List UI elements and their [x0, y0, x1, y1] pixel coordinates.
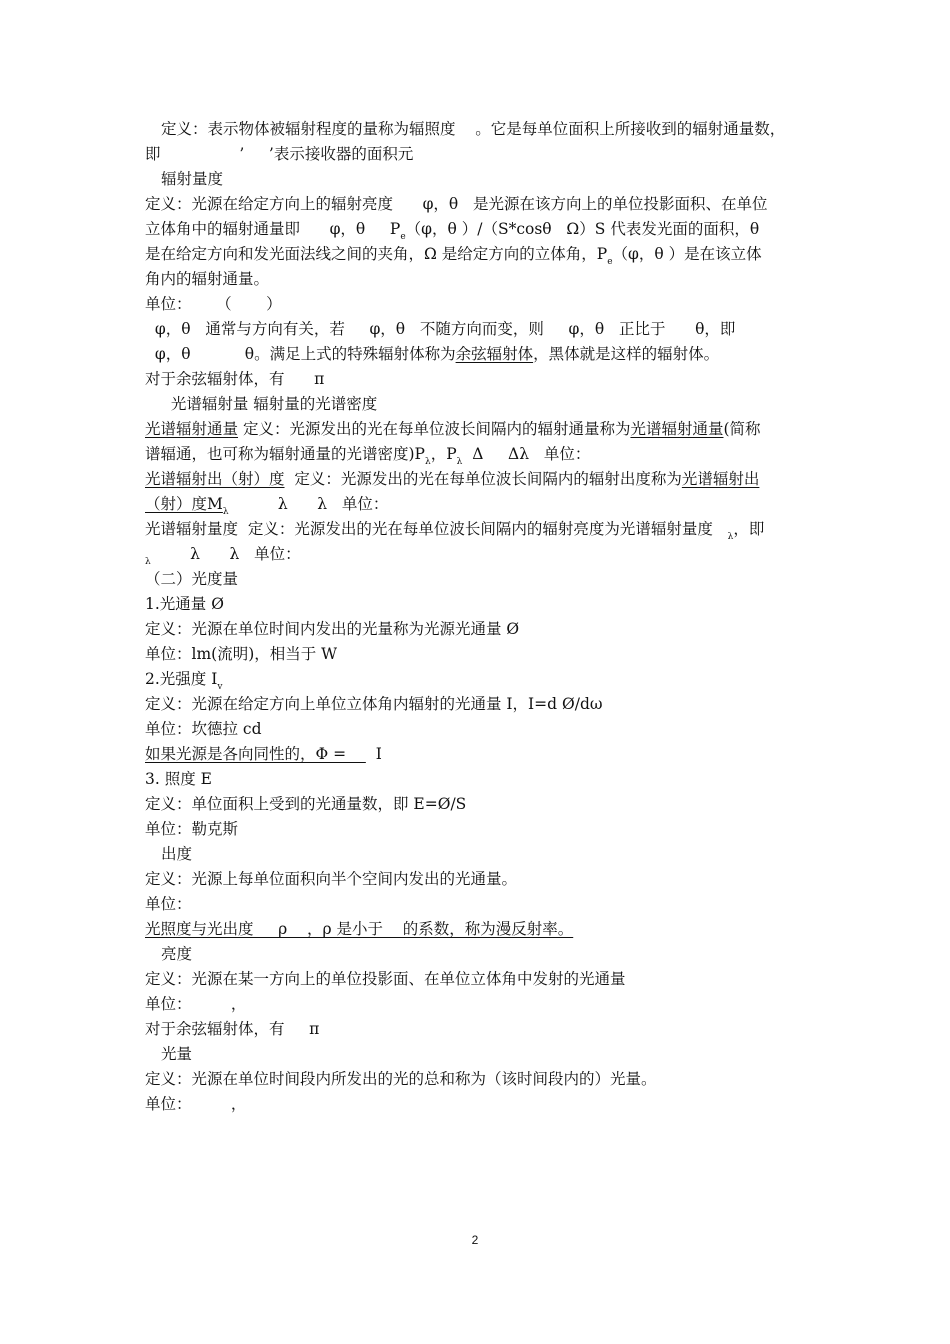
underlined-term: 余弦辐射体 [455, 345, 534, 363]
text-line [145, 194, 810, 214]
text-span: 角内的辐射通量。 [145, 270, 270, 288]
text-span: 定义：光源在单位时间段内所发出的光的总和称为（该时间段内的）光量。 [145, 1070, 657, 1088]
subsection-heading [145, 769, 810, 789]
text-line [145, 269, 810, 289]
text-span: 对于余弦辐射体，有 π [145, 370, 325, 388]
text-span: 单位： （ ） [145, 295, 282, 313]
text-line [145, 819, 810, 839]
text-span: 定义：光源上每单位面积向半个空间内发出的光通量。 [145, 870, 518, 888]
section-heading [161, 394, 826, 414]
text-span: 亮度 [161, 945, 193, 963]
underlined-term: 光谱辐射通量 [630, 420, 724, 438]
subscript: e [400, 232, 406, 239]
text-span: φ，θ 通常与方向有关，若 φ，θ 不随方向而变，则 φ，θ 正比于 θ，即 [145, 320, 736, 338]
text-span: Δ Δλ 单位： [462, 445, 591, 463]
text-span: 立体角中的辐射通量即 φ，θ P [145, 220, 401, 238]
text-span: 定义：表示物体被辐射程度的量称为辐照度 。它是每单位面积上所接收到的辐射通量数， [161, 120, 786, 138]
text-line [145, 469, 810, 489]
text-line [145, 1019, 810, 1039]
underlined-term: 光谱辐射出（射）度 [145, 470, 285, 488]
text-line [145, 219, 810, 239]
text-line [145, 1069, 810, 1089]
text-span: 出度 [161, 845, 193, 863]
text-span: 定义：光源在某一方向上的单位投影面、在单位立体角中发射的光通量 [145, 970, 626, 988]
text-span: 对于余弦辐射体，有 π [145, 1020, 320, 1038]
section-heading [161, 169, 826, 189]
text-span: 2.光强度 I [145, 670, 218, 688]
text-line [145, 444, 810, 464]
text-span: 单位：lm(流明)，相当于 W [145, 645, 338, 663]
text-line [145, 794, 810, 814]
text-line [145, 369, 810, 389]
subscript: e [607, 257, 613, 264]
text-span: 光谱辐射量 辐射量的光谱密度 [161, 395, 378, 413]
text-line [145, 994, 810, 1014]
underlined-term: 光谱辐射通量 [145, 420, 239, 438]
underlined-term: 光照度与光出度 ρ ，ρ 是小于 的系数，称为漫反射率。 [145, 920, 574, 938]
text-span: 即 ’ ’表示接收器的面积元 [145, 145, 414, 163]
text-span: 光谱辐射量度 定义：光源发出的光在每单位波长间隔内的辐射亮度为光谱辐射量度 [145, 520, 728, 538]
text-span: (简称 [723, 420, 761, 438]
text-line [161, 119, 826, 139]
text-span: （φ，θ ）/（S*cosθ Ω）S 代表发光面的面积，θ [405, 220, 760, 238]
underlined-term: M [207, 495, 223, 513]
section-heading [145, 569, 810, 589]
subsection-heading [161, 844, 826, 864]
text-span: ，黑体就是这样的辐射体。 [533, 345, 720, 363]
subscript: v [217, 682, 223, 689]
text-span: 定义：单位面积上受到的光通量数，即 E=Ø/S [145, 795, 467, 813]
text-span: 辐射量度 [161, 170, 224, 188]
text-span: 定义：光源在给定方向上单位立体角内辐射的光通量 I，I=d Ø/dω [145, 695, 603, 713]
text-line [145, 1094, 810, 1114]
text-line [145, 419, 810, 439]
text-line [145, 544, 810, 564]
text-line [145, 319, 810, 339]
text-span: 单位： [145, 895, 192, 913]
text-line [145, 494, 810, 514]
text-line [145, 869, 810, 889]
subscript: λ [424, 457, 431, 464]
subscript: λ [222, 507, 229, 514]
text-span: 是在给定方向和发光面法线之间的夹角，Ω 是给定方向的立体角，P [145, 245, 608, 263]
text-span: ，P [430, 445, 457, 463]
text-span: （φ，θ ）是在该立体 [612, 245, 762, 263]
text-line [145, 644, 810, 664]
text-span: 谱辐通，也可称为辐射通量的光谱密度)P [145, 445, 425, 463]
text-span: 3. 照度 E [145, 770, 212, 788]
text-line [145, 719, 810, 739]
text-line [145, 144, 810, 164]
text-span: 定义：光源发出的光在每单位波长间隔内的辐射通量称为 [238, 420, 631, 438]
text-line [145, 694, 810, 714]
subsection-heading [145, 594, 810, 614]
text-line [145, 244, 810, 264]
text-span: 定义：光源在单位时间内发出的光量称为光源光通量 Ø [145, 620, 520, 638]
text-span: 单位： ， [145, 1095, 247, 1113]
subsection-heading [161, 944, 826, 964]
text-span: λ λ 单位： [228, 495, 389, 513]
text-line [145, 894, 810, 914]
text-span: 定义：光源在给定方向上的辐射亮度 φ，θ 是光源在该方向上的单位投影面积、在单位 [145, 195, 768, 213]
text-span: （二）光度量 [145, 570, 239, 588]
text-span: 单位： ， [145, 995, 247, 1013]
text-line [145, 744, 810, 764]
text-line [145, 919, 810, 939]
text-span: 1.光通量 Ø [145, 595, 224, 613]
underlined-term: 光谱辐射出 [681, 470, 760, 488]
text-line [145, 519, 810, 539]
text-span: I [365, 745, 382, 763]
subscript: λ [145, 557, 151, 564]
subscript: λ [727, 532, 734, 539]
text-line [145, 969, 810, 989]
text-span: 单位：坎德拉 cd [145, 720, 262, 738]
text-span: φ，θ θ。满足上式的特殊辐射体称为 [145, 345, 456, 363]
subscript: λ [456, 457, 463, 464]
text-line [145, 294, 810, 314]
subsection-heading [161, 1044, 826, 1064]
underlined-term: （射）度 [145, 495, 208, 513]
text-span: 定义：光源发出的光在每单位波长间隔内的辐射出度称为 [284, 470, 682, 488]
page-number: 2 [471, 1233, 479, 1247]
text-span: 单位：勒克斯 [145, 820, 239, 838]
subsection-heading [145, 669, 810, 689]
underlined-term: 如果光源是各向同性的，Φ = [145, 745, 366, 763]
text-span: ，即 [733, 520, 765, 538]
text-line [145, 344, 810, 364]
text-line [145, 619, 810, 639]
text-span: λ λ 单位： [150, 545, 301, 563]
text-span: 光量 [161, 1045, 193, 1063]
